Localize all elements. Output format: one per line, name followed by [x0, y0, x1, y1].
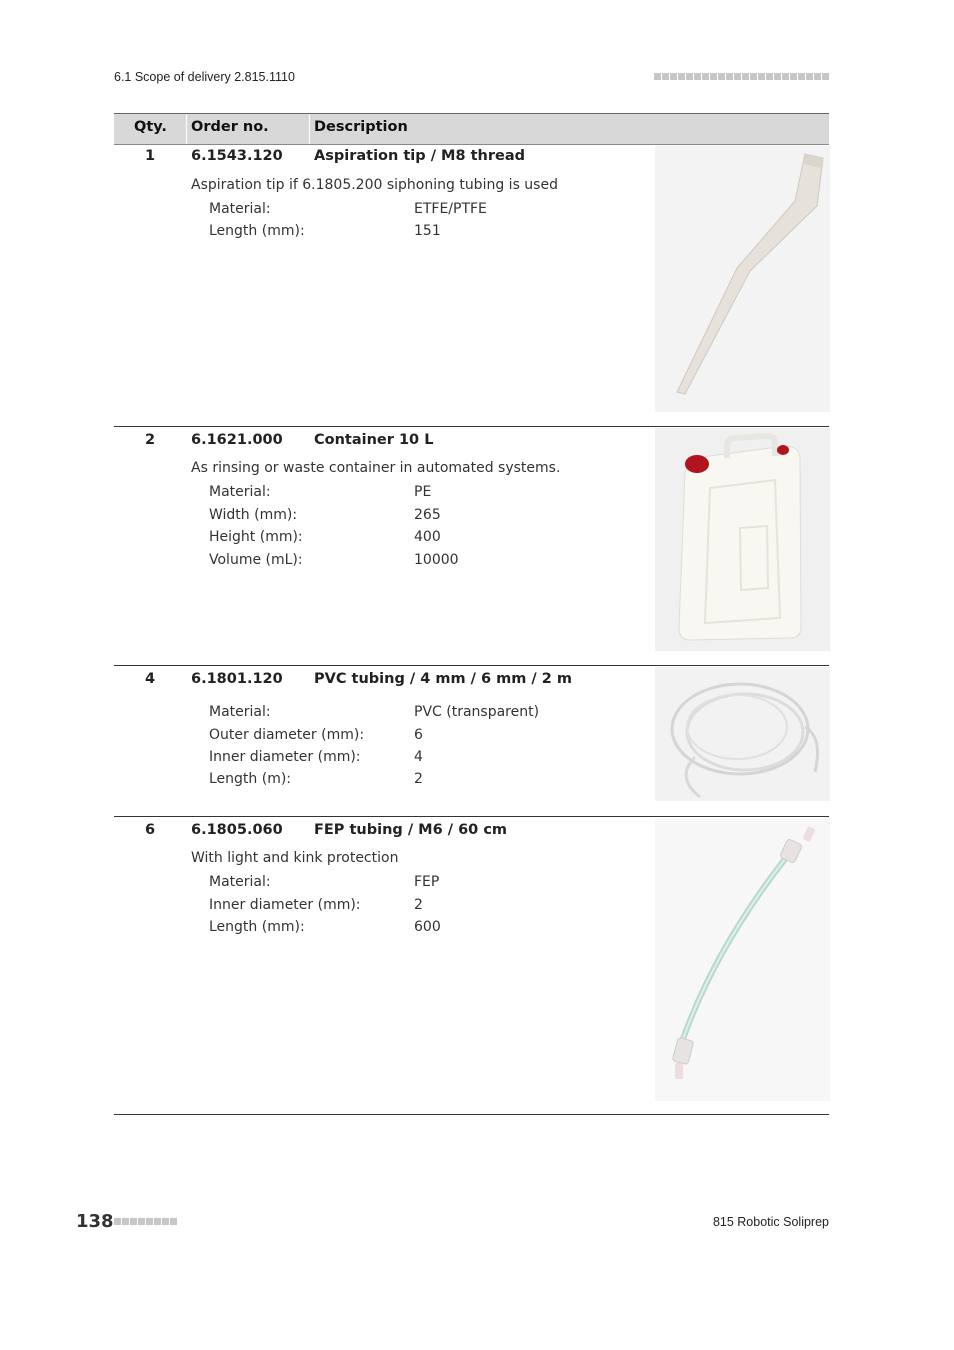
spec-label: Inner diameter (mm): [209, 897, 361, 913]
page-number: 138 [76, 1211, 114, 1232]
row-qty: 2 [145, 432, 156, 448]
row-description: As rinsing or waste container in automated systems. [191, 460, 561, 476]
pvc-tubing-image [655, 667, 830, 801]
spec-value: 400 [414, 529, 441, 545]
col-qty: Qty. [134, 119, 167, 135]
spec-value: PVC (transparent) [414, 704, 540, 720]
running-footer: 815 Robotic Soliprep [712, 1215, 829, 1229]
spec-value: 265 [414, 507, 441, 523]
spec-value: 2 [414, 771, 423, 787]
spec-value: 6 [414, 727, 423, 743]
spec-label: Outer diameter (mm): [209, 727, 365, 743]
row-title: Container 10 L [314, 432, 434, 448]
row-title: PVC tubing / 4 mm / 6 mm / 2 m [314, 671, 572, 687]
header-decoration [654, 73, 829, 80]
spec-label: Volume (mL): [209, 552, 303, 568]
row-order-no: 6.1621.000 [191, 432, 283, 448]
spec-label: Width (mm): [209, 507, 298, 523]
spec-value: 2 [414, 897, 423, 913]
col-description: Description [314, 119, 408, 135]
fep-tubing-image [655, 819, 830, 1101]
spec-label: Length (m): [209, 771, 292, 787]
spec-value: FEP [414, 874, 440, 890]
table-header [114, 113, 829, 145]
row-description: With light and kink protection [191, 850, 399, 866]
row-order-no: 6.1801.120 [191, 671, 283, 687]
container-image [655, 428, 830, 651]
row-title: FEP tubing / M6 / 60 cm [314, 822, 508, 838]
spec-value: 600 [414, 919, 441, 935]
spec-label: Length (mm): [209, 919, 305, 935]
spec-label: Length (mm): [209, 223, 305, 239]
row-description: Aspiration tip if 6.1805.200 siphoning tubing is used [191, 177, 558, 193]
row-title: Aspiration tip / M8 thread [314, 148, 526, 164]
spec-label: Height (mm): [209, 529, 303, 545]
table-row [114, 143, 829, 427]
col-order: Order no. [191, 119, 269, 135]
spec-label: Material: [209, 874, 271, 890]
row-order-no: 6.1805.060 [191, 822, 283, 838]
spec-value: ETFE/PTFE [414, 201, 487, 217]
spec-value: 4 [414, 749, 423, 765]
spec-label: Material: [209, 484, 271, 500]
spec-label: Material: [209, 704, 271, 720]
footer-decoration [114, 1218, 177, 1225]
spec-label: Material: [209, 201, 271, 217]
row-qty: 6 [145, 822, 156, 838]
spec-value: 151 [414, 223, 441, 239]
spec-label: Inner diameter (mm): [209, 749, 361, 765]
spec-value: PE [414, 484, 432, 500]
row-qty: 4 [145, 671, 156, 687]
table-row [114, 427, 829, 666]
running-header: 6.1 Scope of delivery 2.815.1110 [114, 70, 295, 84]
aspiration-tip-image [655, 146, 830, 412]
table-row [114, 817, 829, 1115]
row-qty: 1 [145, 148, 156, 164]
spec-value: 10000 [414, 552, 459, 568]
table-row [114, 666, 829, 817]
row-order-no: 6.1543.120 [191, 148, 283, 164]
